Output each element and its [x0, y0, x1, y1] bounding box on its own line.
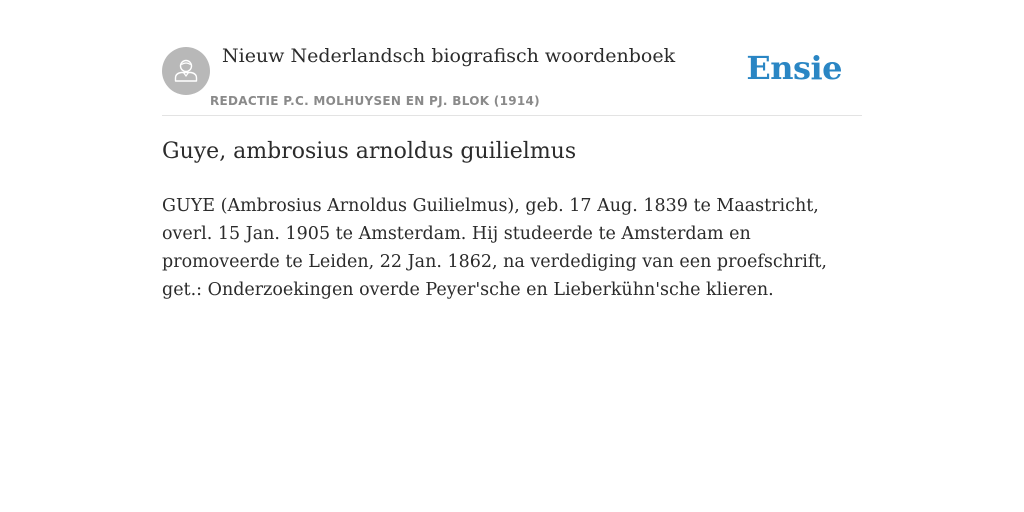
user-icon [171, 56, 201, 86]
source-title[interactable]: Nieuw Nederlandsch biografisch woordenboek [222, 45, 676, 67]
source-subtitle: REDACTIE P.C. MOLHUYSEN EN PJ. BLOK (1914) [210, 94, 540, 108]
source-header [162, 0, 862, 116]
brand-logo[interactable]: Ensie [746, 49, 842, 87]
page-container [162, 0, 862, 300]
entry-body: GUYE (Ambrosius Arnoldus Guilielmus), geb. 17 Aug. 1839 te Maastricht, overl. 15 Jan. 1905 te Amsterdam. Hij studeerde te Amsterdam en promoveerde te Leiden, 22 Jan. 1862, na verdediging van een proefschrift, get.: Onderzoekingen overde Peyer'sche en Lieberkühn'sche klieren. [162, 196, 827, 300]
avatar[interactable] [162, 47, 210, 95]
entry-title: Guye, ambrosius arnoldus guilielmus [162, 139, 577, 164]
